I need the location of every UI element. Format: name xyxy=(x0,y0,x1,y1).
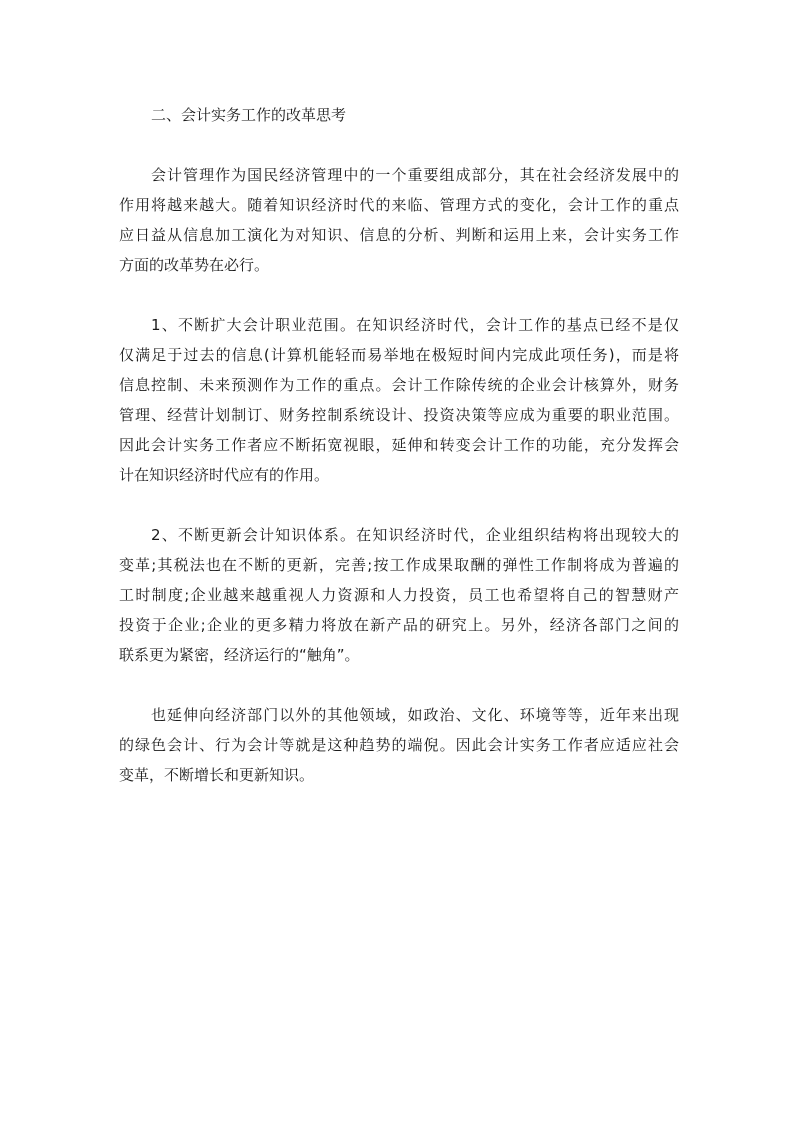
paragraph-line: 2、不断更新会计知识体系。在知识经济时代，企业组织结构将出现较大的 xyxy=(151,526,679,544)
paragraph-point-1 xyxy=(119,310,679,490)
paragraph-line: 1、不断扩大会计职业范围。在知识经济时代，会计工作的基点已经不是仅 xyxy=(151,316,679,334)
paragraph-line: 应日益从信息加工演化为对知识、信息的分析、判断和运用上来，会计实务工作 xyxy=(119,226,679,244)
paragraph-line: 管理、经营计划制订、财务控制系统设计、投资决策等应成为重要的职业范围。 xyxy=(119,406,679,424)
paragraph-line: 也延伸向经济部门以外的其他领域，如政治、文化、环境等等，近年来出现 xyxy=(151,706,679,724)
paragraph-intro xyxy=(119,160,679,280)
paragraph-line: 的绿色会计、行为会计等就是这种趋势的端倪。因此会计实务工作者应适应社会 xyxy=(119,736,679,754)
paragraph-conclusion xyxy=(119,700,679,790)
paragraph-line: 方面的改革势在必行。 xyxy=(119,256,270,274)
paragraph-line: 变革，不断增长和更新知识。 xyxy=(119,766,315,784)
section-heading: 二、会计实务工作的改革思考 xyxy=(151,106,347,124)
paragraph-line: 信息控制、未来预测作为工作的重点。会计工作除传统的企业会计核算外，财务 xyxy=(119,376,679,394)
document-body xyxy=(119,100,679,820)
paragraph-line: 作用将越来越大。随着知识经济时代的来临、管理方式的变化，会计工作的重点 xyxy=(119,196,679,214)
paragraph-line: 变革;其税法也在不断的更新，完善;按工作成果取酬的弹性工作制将成为普遍的 xyxy=(119,556,679,574)
paragraph-line: 投资于企业;企业的更多精力将放在新产品的研究上。另外，经济各部门之间的 xyxy=(119,616,679,634)
paragraph-line: 计在知识经济时代应有的作用。 xyxy=(119,466,330,484)
paragraph-line: 联系更为紧密，经济运行的“触角”。 xyxy=(119,646,360,664)
paragraph-line: 会计管理作为国民经济管理中的一个重要组成部分，其在社会经济发展中的 xyxy=(151,166,679,184)
paragraph-line: 因此会计实务工作者应不断拓宽视眼，延伸和转变会计工作的功能，充分发挥会 xyxy=(119,436,679,454)
paragraph-point-2 xyxy=(119,520,679,670)
paragraph-line: 工时制度;企业越来越重视人力资源和人力投资，员工也希望将自己的智慧财产 xyxy=(119,586,679,604)
paragraph-line: 仅满足于过去的信息(计算机能轻而易举地在极短时间内完成此项任务)，而是将 xyxy=(119,346,679,364)
